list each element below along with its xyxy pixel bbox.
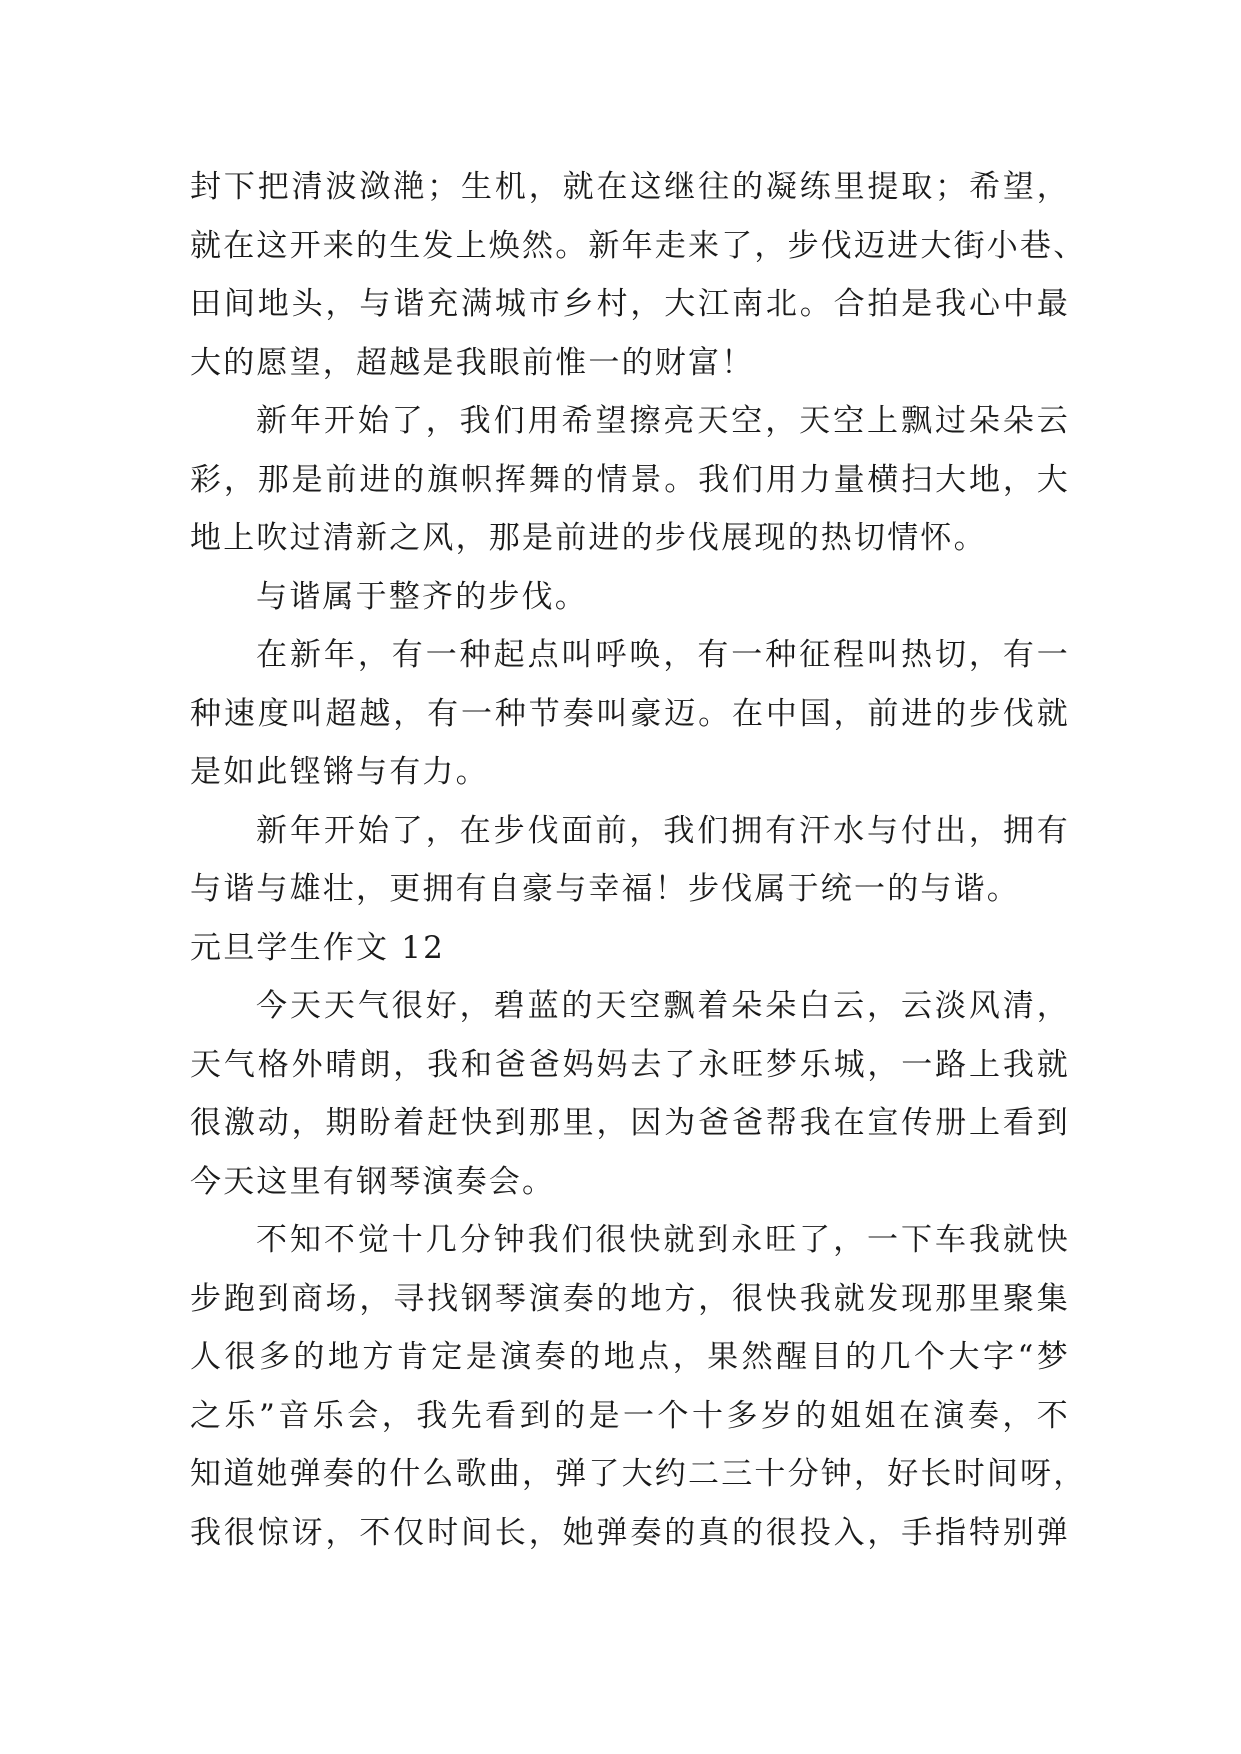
text-line: 大的愿望，超越是我眼前惟一的财富！ [190, 344, 755, 381]
text-line: 天气格外晴朗，我和爸爸妈妈去了永旺梦乐城，一路上我就 [190, 1046, 1070, 1083]
text-line: 种速度叫超越，有一种节奏叫豪迈。在中国，前进的步伐就 [190, 695, 1070, 732]
text-line: 新年开始了，在步伐面前，我们拥有汗水与付出，拥有 [256, 812, 1070, 849]
text-line: 地上吹过清新之风，那是前进的步伐展现的热切情怀。 [190, 520, 987, 556]
paragraph [190, 802, 1070, 919]
paragraph [190, 392, 1070, 568]
document-page [190, 158, 1087, 1562]
text-line: 今天天气很好，碧蓝的天空飘着朵朵白云，云淡风清， [256, 988, 1070, 1024]
text-line: 知道她弹奏的什么歌曲，弹了大约二三十分钟，好长时间呀， [190, 1456, 1087, 1492]
text-line: 在新年，有一种起点叫呼唤，有一种征程叫热切，有一 [256, 637, 1070, 673]
paragraph [190, 977, 1070, 1211]
section-heading: 元旦学生作文 12 [190, 929, 446, 966]
text-line: 彩，那是前进的旗帜挥舞的情景。我们用力量横扫大地，大 [190, 461, 1070, 498]
text-line: 与谐属于整齐的步伐。 [256, 578, 588, 615]
paragraph [190, 1211, 1087, 1562]
text-line: 新年开始了，我们用希望擦亮天空，天空上飘过朵朵云 [256, 403, 1070, 439]
paragraph [190, 626, 1070, 802]
text-line: 步跑到商场，寻找钢琴演奏的地方，很快我就发现那里聚集 [190, 1280, 1070, 1317]
text-line: 今天这里有钢琴演奏会。 [190, 1163, 556, 1200]
text-line: 不知不觉十几分钟我们很快就到永旺了，一下车我就快 [256, 1222, 1070, 1258]
paragraph [190, 568, 1070, 627]
text-line: 很激动，期盼着赶快到那里，因为爸爸帮我在宣传册上看到 [190, 1105, 1070, 1141]
text-line: 与谐与雄壮，更拥有自豪与幸福！步伐属于统一的与谐。 [190, 871, 1020, 907]
text-line: 封下把清波潋滟；生机，就在这继往的凝练里提取；希望， [190, 169, 1070, 205]
text-line: 之乐”音乐会，我先看到的是一个十多岁的姐姐在演奏，不 [190, 1397, 1070, 1434]
paragraph [190, 158, 1087, 392]
text-line: 田间地头，与谐充满城市乡村，大江南北。合拍是我心中最 [190, 286, 1070, 322]
text-line: 人很多的地方肯定是演奏的地点，果然醒目的几个大字“梦 [190, 1339, 1070, 1375]
text-line: 我很惊讶，不仅时间长，她弹奏的真的很投入，手指特别弹 [190, 1514, 1070, 1551]
text-line: 就在这开来的生发上焕然。新年走来了，步伐迈进大街小巷、 [190, 227, 1087, 264]
text-line: 是如此铿锵与有力。 [190, 754, 489, 790]
